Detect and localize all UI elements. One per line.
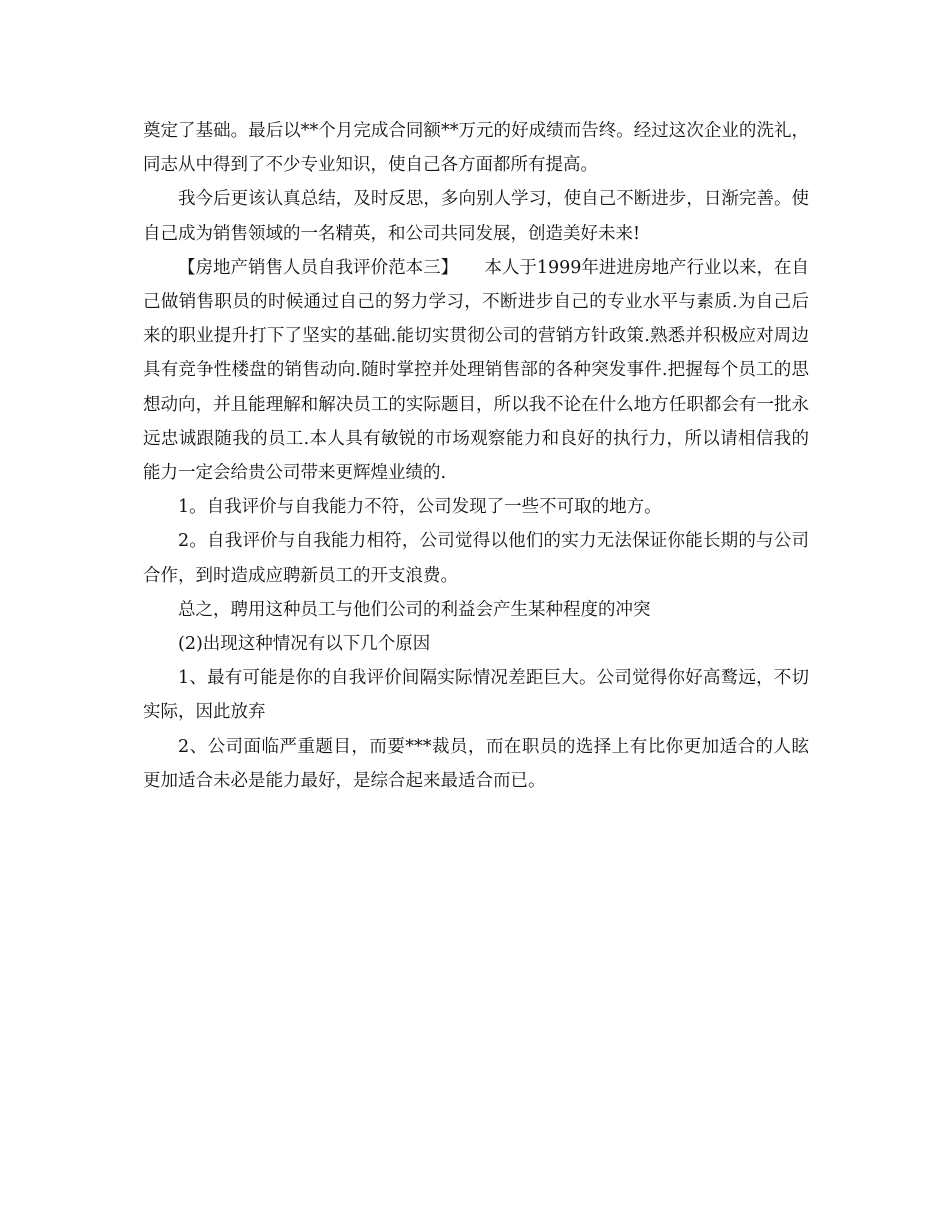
paragraph-reason-one: 1、最有可能是你的自我评价间隔实际情况差距巨大。公司觉得你好高鹜远，不切实际，因此放弃 [143,668,809,723]
paragraph-reasons-heading: (2)出现这种情况有以下几个原因 [178,634,431,655]
paragraph-sample-three: 【房地产销售人员自我评价范本三】 本人于1999年进进房地产行业以来，在自己做销售职员的时候通过自己的努力学习，不断进步自己的专业水平与素质.为自己后来的职业提升打下了坚实的基础.能切实贯彻公司的营销方针政策.熟悉并积极应对周边具有竞争性楼盘的销售动向.随时掌控并处理销售部的各种突发事件.把握每个员工的思想动向，并且能理解和解决员工的实际题目，所以我不论在什么地方任职都会有一批永远忠诚跟随我的员工.本人具有敏锐的市场观察能力和良好的执行力，所以请相信我的能力一定会给贵公司带来更辉煌业绩的. [143,257,809,484]
paragraph-reason-two: 2、公司面临严重题目，而要***裁员，而在职员的选择上有比你更加适合的人眩更加适合未必是能力最好，是综合起来最适合而已。 [143,736,809,791]
document-body [143,114,809,798]
paragraph-point-one: 1。自我评价与自我能力不符，公司发现了一些不可取的地方。 [178,497,662,518]
paragraph-conclusion: 总之，聘用这种员工与他们公司的利益会产生某种程度的冲突 [178,599,651,620]
paragraph-future-plan: 我今后更该认真总结，及时反思，多向别人学习，使自己不断进步，日渐完善。使自己成为销售领域的一名精英，和公司共同发展，创造美好未来! [143,189,809,244]
paragraph-point-two: 2。自我评价与自我能力相符，公司觉得以他们的实力无法保证你能长期的与公司合作，到时造成应聘新员工的开支浪费。 [143,531,809,586]
paragraph-foundation: 奠定了基础。最后以**个月完成合同额**万元的好成绩而告终。经过这次企业的洗礼，同志从中得到了不少专业知识，使自己各方面都所有提高。 [143,121,809,176]
